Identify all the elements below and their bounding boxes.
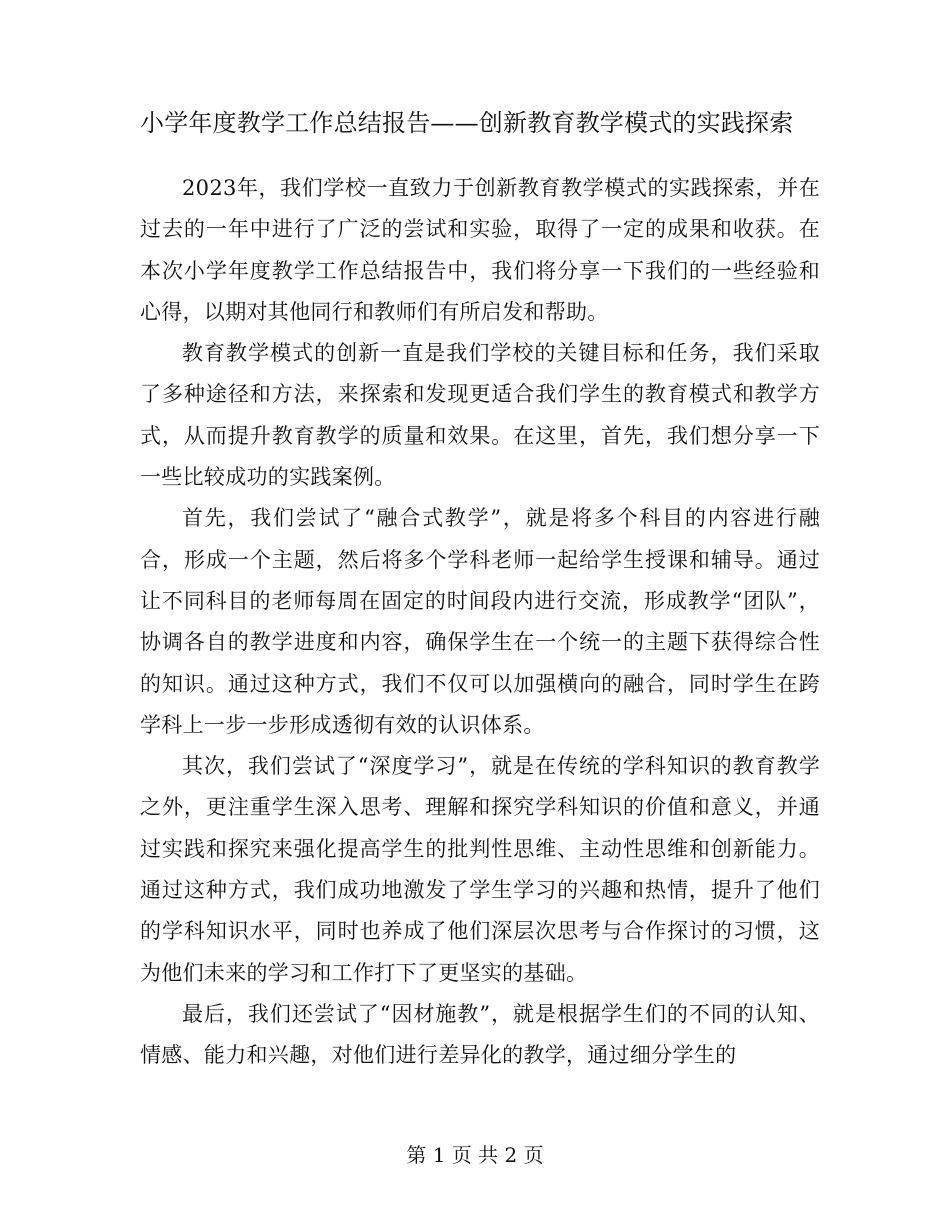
paragraph-intro: 2023年，我们学校一直致力于创新教育教学模式的实践探索，并在过去的一年中进行了广泛的尝试和实验，取得了一定的成果和收获。在本次小学年度教学工作总结报告中，我们将分享一下我们的一些经验和心得，以期对其他同行和教师们有所启发和帮助。 [140,176,820,324]
paragraph-goals: 教育教学模式的创新一直是我们学校的关键目标和任务，我们采取了多种途径和方法，来探索和发现更适合我们学生的教育模式和教学方式，从而提升教育教学的质量和效果。在这里，首先，我们想分享一下一些比较成功的实践案例。 [140,341,820,490]
document-title: 小学年度教学工作总结报告——创新教育教学模式的实践探索 [140,109,794,137]
page-number: 第 1 页 共 2 页 [406,1143,544,1167]
document-body [140,168,820,1077]
paragraph-deep-learning: 其次，我们尝试了“深度学习”，就是在传统的学科知识的教育教学之外，更注重学生深入思考、理解和探究学科知识的价值和意义，并通过实践和探究来强化提高学生的批判性思维、主动性思维和创新能力。通过这种方式，我们成功地激发了学生学习的兴趣和热情，提升了他们的学科知识水平，同时也养成了他们深层次思考与合作探讨的习惯，这为他们未来的学习和工作打下了更坚实的基础。 [140,754,820,985]
paragraph-integrated-teaching: 首先，我们尝试了“融合式教学”，就是将多个科目的内容进行融合，形成一个主题，然后将多个学科老师一起给学生授课和辅导。通过让不同科目的老师每周在固定的时间段内进行交流，形成教学“团队”，协调各自的教学进度和内容，确保学生在一个统一的主题下获得综合性的知识。通过这种方式，我们不仅可以加强横向的融合，同时学生在跨学科上一步一步形成透彻有效的认识体系。 [140,506,820,737]
paragraph-differentiated-teaching: 最后，我们还尝试了“因材施教”，就是根据学生们的不同的认知、情感、能力和兴趣，对他们进行差异化的教学，通过细分学生的 [140,1001,820,1068]
